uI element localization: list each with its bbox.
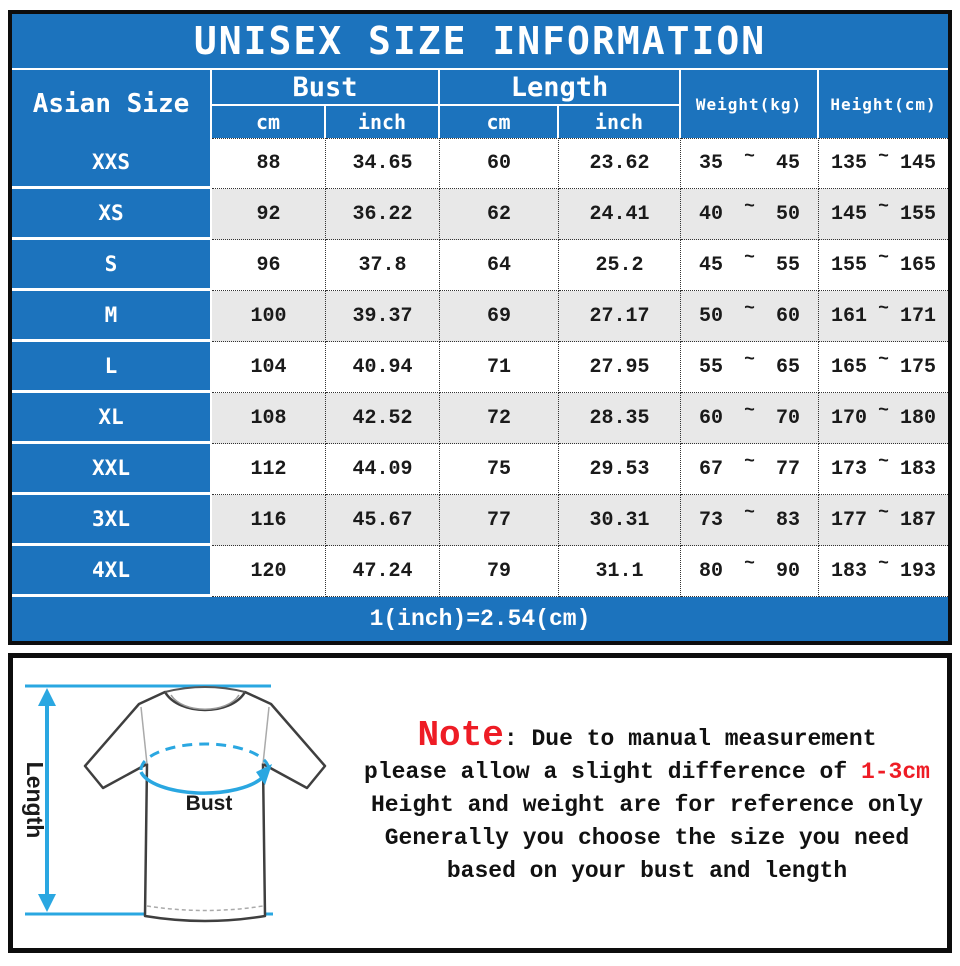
cell-length-inch: 30.31	[559, 495, 681, 546]
cell-bust-inch: 39.37	[326, 291, 440, 342]
cell-length-inch: 28.35	[559, 393, 681, 444]
col-header-bust: Bust	[212, 70, 440, 106]
cell-weight-range: 60 ~ 70	[681, 393, 819, 444]
cell-bust-inch: 44.09	[326, 444, 440, 495]
note-section	[353, 658, 947, 948]
cell-length-cm: 79	[440, 546, 559, 597]
table-body	[12, 138, 948, 597]
size-label-l: L	[12, 342, 212, 393]
note-heading: Note	[417, 714, 504, 756]
cell-bust-inch: 45.67	[326, 495, 440, 546]
size-label-3xl: 3XL	[12, 495, 212, 546]
cell-bust-cm: 108	[212, 393, 326, 444]
measurement-note-panel	[8, 653, 952, 953]
cell-height-range: 135 ~ 145	[819, 138, 948, 189]
cell-length-inch: 29.53	[559, 444, 681, 495]
cell-bust-cm: 100	[212, 291, 326, 342]
size-label-xs: XS	[12, 189, 212, 240]
cell-weight-range: 73 ~ 83	[681, 495, 819, 546]
cell-weight-range: 35 ~ 45	[681, 138, 819, 189]
cell-height-range: 161 ~ 171	[819, 291, 948, 342]
size-label-m: M	[12, 291, 212, 342]
size-label-xxl: XXL	[12, 444, 212, 495]
note-line-3: Height and weight are for reference only	[370, 791, 924, 818]
cell-length-cm: 72	[440, 393, 559, 444]
size-data-grid	[212, 138, 948, 597]
note-line-2: please allow a slight difference of 1-3cm	[364, 758, 930, 785]
cell-height-range: 177 ~ 187	[819, 495, 948, 546]
note-line-5: based on your bust and length	[446, 857, 848, 884]
conversion-footer: 1(inch)=2.54(cm)	[12, 597, 948, 641]
cell-bust-cm: 96	[212, 240, 326, 291]
cell-length-inch: 31.1	[559, 546, 681, 597]
tshirt-measurement-diagram	[13, 658, 353, 948]
cell-height-range: 183 ~ 193	[819, 546, 948, 597]
col-header-asian-size: Asian Size	[12, 70, 212, 138]
note-highlight: 1-3cm	[860, 758, 930, 785]
cell-length-cm: 62	[440, 189, 559, 240]
size-label-xxs: XXS	[12, 138, 212, 189]
cell-length-inch: 27.95	[559, 342, 681, 393]
col-header-length-cm: cm	[440, 106, 559, 138]
page-title: UNISEX SIZE INFORMATION	[12, 14, 948, 68]
note-line-1: Note: Due to manual measurement	[417, 714, 877, 756]
cell-height-range: 170 ~ 180	[819, 393, 948, 444]
tshirt-diagram-icon	[13, 658, 353, 948]
cell-length-cm: 75	[440, 444, 559, 495]
col-header-weight: Weight(kg)	[681, 70, 819, 138]
length-label: Length	[22, 761, 48, 839]
col-header-bust-inch: inch	[326, 106, 440, 138]
size-label-xl: XL	[12, 393, 212, 444]
cell-weight-range: 55 ~ 65	[681, 342, 819, 393]
cell-bust-inch: 36.22	[326, 189, 440, 240]
cell-length-cm: 64	[440, 240, 559, 291]
cell-weight-range: 40 ~ 50	[681, 189, 819, 240]
size-label-4xl: 4XL	[12, 546, 212, 597]
cell-length-inch: 25.2	[559, 240, 681, 291]
cell-height-range: 173 ~ 183	[819, 444, 948, 495]
cell-bust-inch: 47.24	[326, 546, 440, 597]
cell-height-range: 165 ~ 175	[819, 342, 948, 393]
col-header-bust-cm: cm	[212, 106, 326, 138]
cell-bust-inch: 34.65	[326, 138, 440, 189]
cell-height-range: 145 ~ 155	[819, 189, 948, 240]
cell-bust-inch: 42.52	[326, 393, 440, 444]
size-table-panel	[8, 10, 952, 645]
cell-weight-range: 80 ~ 90	[681, 546, 819, 597]
col-header-length: Length	[440, 70, 681, 106]
cell-length-cm: 69	[440, 291, 559, 342]
table-header	[12, 70, 948, 138]
cell-bust-inch: 40.94	[326, 342, 440, 393]
cell-bust-cm: 88	[212, 138, 326, 189]
col-header-height: Height(cm)	[819, 70, 948, 138]
cell-length-cm: 71	[440, 342, 559, 393]
cell-weight-range: 50 ~ 60	[681, 291, 819, 342]
collar-back-line	[165, 687, 245, 692]
size-label-column	[12, 138, 212, 597]
cell-length-cm: 60	[440, 138, 559, 189]
cell-bust-cm: 112	[212, 444, 326, 495]
cell-bust-cm: 92	[212, 189, 326, 240]
cell-bust-cm: 120	[212, 546, 326, 597]
col-header-length-inch: inch	[559, 106, 681, 138]
cell-bust-inch: 37.8	[326, 240, 440, 291]
cell-bust-cm: 116	[212, 495, 326, 546]
cell-length-cm: 77	[440, 495, 559, 546]
cell-weight-range: 67 ~ 77	[681, 444, 819, 495]
note-line-4: Generally you choose the size you need	[384, 824, 910, 851]
cell-length-inch: 24.41	[559, 189, 681, 240]
cell-height-range: 155 ~ 165	[819, 240, 948, 291]
cell-length-inch: 23.62	[559, 138, 681, 189]
size-label-s: S	[12, 240, 212, 291]
cell-bust-cm: 104	[212, 342, 326, 393]
cell-weight-range: 45 ~ 55	[681, 240, 819, 291]
cell-length-inch: 27.17	[559, 291, 681, 342]
bust-label: Bust	[185, 792, 233, 815]
